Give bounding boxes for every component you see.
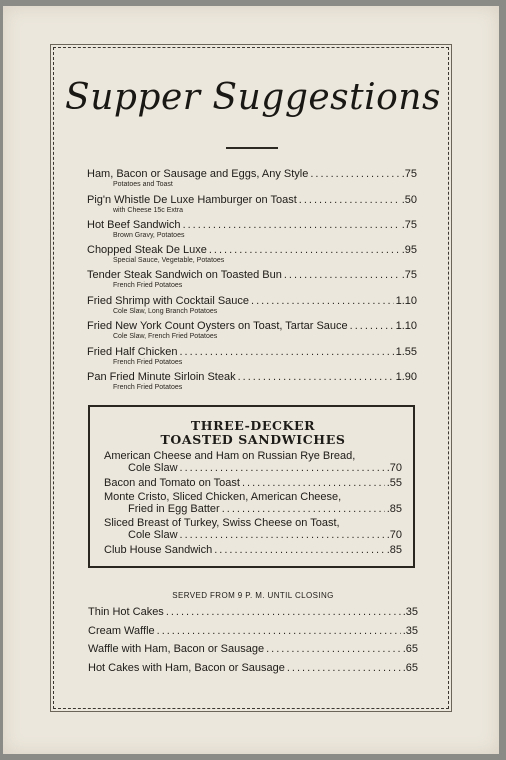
item-name: Chopped Steak De Luxe [87,244,207,256]
item-name: Hot Beef Sandwich [87,219,181,231]
item-note: French Fried Potatoes [113,359,183,366]
menu-item [87,295,417,316]
menu-item [87,219,417,240]
menu-item [87,168,417,189]
sandwich-price: .85 [386,544,402,556]
late-item [88,606,418,619]
sandwich-item [104,491,402,516]
item-note: Cole Slaw, French Fried Potatoes [113,333,218,340]
item-name: Fried Half Chicken [87,346,178,358]
item-note: Potatoes and Toast [113,181,173,188]
item-name: Fried New York Count Oysters on Toast, Tartar Sauce [87,320,348,332]
item-price: .75 [401,168,417,180]
item-price: 1.10 [395,320,417,332]
menu-item [87,371,417,392]
late-item-price: .35 [402,606,418,618]
sandwich-name: Bacon and Tomato on Toast [104,477,240,489]
sandwich-price: .85 [386,503,402,515]
late-item-name: Waffle with Ham, Bacon or Sausage [88,643,265,655]
menu-item [87,244,417,265]
item-note: French Fried Potatoes [113,384,183,391]
late-item-name: Hot Cakes with Ham, Bacon or Sausage [88,662,285,674]
sandwich-desc: Sliced Breast of Turkey, Swiss Cheese on Toast, [104,517,340,529]
sandwich-item [104,477,402,490]
box-title-line2: TOASTED SANDWICHES [160,432,346,447]
item-price: 1.90 [395,371,417,383]
sandwich-price: .70 [386,529,402,541]
item-name: Ham, Bacon or Sausage and Eggs, Any Style [87,168,309,180]
sandwich-name: Club House Sandwich [104,544,213,556]
box-title-line1: THREE-DECKER [190,418,316,433]
item-price: .75 [401,219,417,231]
item-note: Brown Gravy, Potatoes [113,232,185,239]
late-item-name: Thin Hot Cakes [88,606,164,618]
item-name: Tender Steak Sandwich on Toasted Bun [87,269,282,281]
title-divider [226,147,278,149]
late-item [88,643,418,656]
item-price: 1.10 [395,295,417,307]
late-item-price: .65 [402,662,418,674]
item-name: Fried Shrimp with Cocktail Sauce [87,295,250,307]
item-note: Cole Slaw, Long Branch Potatoes [113,308,218,315]
item-name: Pig'n Whistle De Luxe Hamburger on Toast [87,194,297,206]
menu-item [87,269,417,290]
sandwich-item [104,517,402,542]
sandwich-desc: Monte Cristo, Sliced Chicken, American Cheese, [104,491,342,503]
item-price: .50 [401,194,417,206]
sandwich-name: Fried in Egg Batter [128,503,220,515]
sandwich-desc: American Cheese and Ham on Russian Rye Bread, [104,450,356,462]
sandwich-price: .70 [386,462,402,474]
late-item-price: .35 [402,625,418,637]
menu-item [87,346,417,367]
late-item [88,662,418,675]
item-note: Special Sauce, Vegetable, Potatoes [113,257,225,264]
item-price: .95 [401,244,417,256]
sandwich-price: .55 [386,477,402,489]
sandwich-item [104,544,402,557]
item-price: 1.55 [395,346,417,358]
item-note: French Fried Potatoes [113,282,183,289]
sandwich-name: Cole Slaw [128,529,178,541]
item-note: with Cheese 15c Extra [113,207,184,214]
sandwich-name: Cole Slaw [128,462,178,474]
late-item-price: .65 [402,643,418,655]
menu-item [87,194,417,215]
item-price: .75 [401,269,417,281]
item-name: Pan Fried Minute Sirloin Steak [87,371,236,383]
menu-item [87,320,417,341]
sandwich-item [104,450,402,475]
served-note: SERVED FROM 9 P. M. UNTIL CLOSING [172,591,334,600]
menu-title: Supper Suggestions [65,77,441,118]
late-item [88,625,418,638]
late-item-name: Cream Waffle [88,625,155,637]
